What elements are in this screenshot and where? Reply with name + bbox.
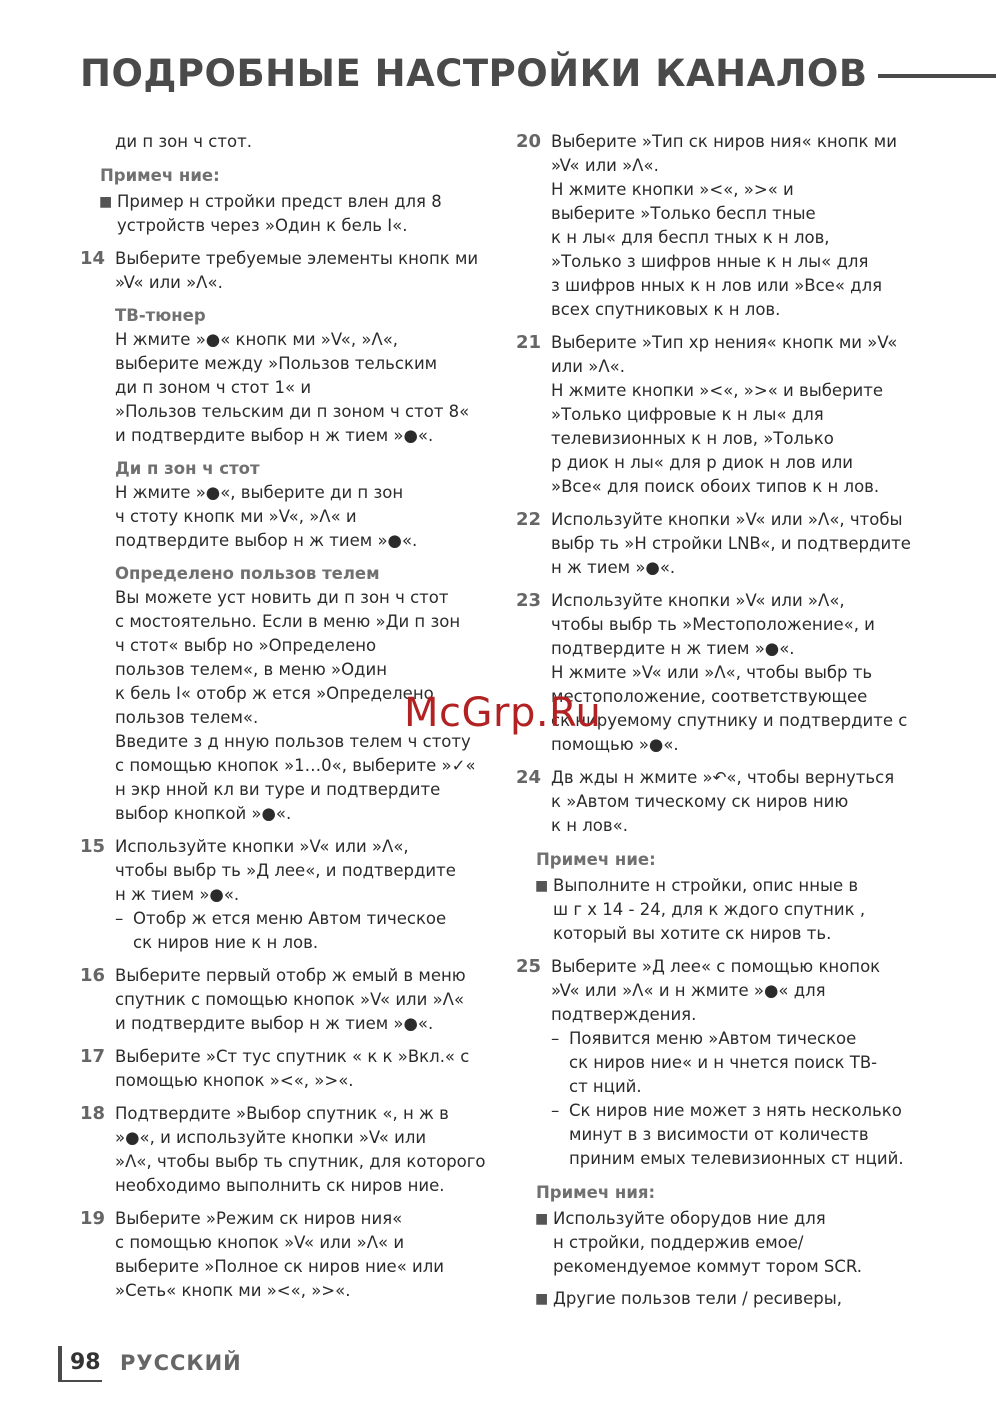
step-number: 16: [80, 965, 106, 986]
step-text: к н лы« для беспл тных к н лов,: [551, 228, 830, 247]
dash-icon: –: [551, 1029, 560, 1048]
step-14: [80, 247, 490, 826]
step-text: подтвердите выбор н ж тием »●«.: [115, 531, 418, 550]
result-item: [551, 1027, 916, 1099]
step-text: ди п зоном ч стот 1« и: [115, 378, 312, 397]
step-text: выберите между »Пользов тельским: [115, 354, 438, 373]
step-text: с мостоятельно. Если в меню »Ди п зон: [115, 612, 461, 631]
note-text: рекомендуемое коммут тором SCR.: [553, 1257, 862, 1276]
step-text: помощью кнопок »<«, »>«.: [115, 1071, 354, 1090]
step-text: Выберите »Тип хр нения« кнопк ми »V«: [551, 333, 898, 352]
step-text: Выберите »Режим ск ниров ния«: [115, 1209, 403, 1228]
step-text: или »Λ«.: [551, 357, 625, 376]
step-text: Используйте кнопки »V« или »Λ«,: [551, 591, 845, 610]
step-text: Н жмите »V« или »Λ«, чтобы выбр ть: [551, 663, 873, 682]
step-text: Используйте кнопки »V« или »Λ«, чтобы: [551, 510, 903, 529]
note-item: [516, 1287, 916, 1311]
step-text: »●«, и используйте кнопки »V« или: [115, 1128, 427, 1147]
step-text: и подтвердите выбор н ж тием »●«.: [115, 1014, 434, 1033]
dash-icon: –: [115, 909, 124, 928]
right-column: [516, 130, 916, 1311]
page-number: 98: [70, 1350, 101, 1375]
step-text: »Только цифровые к н лы« для: [551, 405, 824, 424]
step-number: 21: [516, 332, 542, 353]
result-text: ск ниров ние« и н чнется поиск ТВ-: [569, 1053, 878, 1072]
step-text: ск нируемому спутнику и подтвердите с: [551, 711, 908, 730]
step-number: 24: [516, 767, 542, 788]
footer-bar: [58, 1346, 62, 1382]
result-text: Появится меню »Автом тическое: [569, 1029, 857, 1048]
step-number: 23: [516, 590, 542, 611]
subsection-heading: ТВ-тюнер: [115, 306, 206, 325]
step-text: подтвердите н ж тием »●«.: [551, 639, 795, 658]
step-15: [80, 835, 490, 955]
step-text: Выберите »Тип ск ниров ния« кнопк ми: [551, 132, 897, 151]
step-text: Выберите »Д лее« с помощью кнопок: [551, 957, 881, 976]
step-text: с помощью кнопок »V« или »Λ« и: [115, 1233, 405, 1252]
step-number: 17: [80, 1046, 106, 1067]
bullet-square-icon: ■: [535, 878, 549, 894]
result-text: минут в з висимости от количеств: [569, 1125, 869, 1144]
step-number: 14: [80, 248, 106, 269]
note-heading: Примеч ние:: [536, 850, 656, 869]
step-text: подтверждения.: [551, 1005, 697, 1024]
step-text: Дв жды н жмите »↶«, чтобы вернуться: [551, 768, 895, 787]
note-item: [516, 1207, 916, 1279]
step-text: Н жмите кнопки »<«, »>« и: [551, 180, 794, 199]
step-text: »V« или »Λ«.: [115, 273, 223, 292]
step-text: Н жмите »●«, выберите ди п зон: [115, 483, 404, 502]
step-text: всех спутниковых к н лов.: [551, 300, 781, 319]
step-text: ч стот« выбр но »Определено: [115, 636, 377, 655]
note-text: н стройки, поддержив емое/: [553, 1233, 804, 1252]
note-heading: Примеч ния:: [536, 1183, 656, 1202]
footer-rule: [58, 1380, 102, 1382]
note-text: Выполните н стройки, опис нные в: [553, 876, 859, 895]
step-text: »V« или »Λ«.: [551, 156, 659, 175]
result-text: ст нций.: [569, 1077, 642, 1096]
result-item: [115, 907, 490, 955]
note-item: [516, 874, 916, 946]
continued-line: ди п зон ч стот.: [115, 132, 252, 151]
step-text: ч стоту кнопк ми »V«, »Λ« и: [115, 507, 357, 526]
note-text: Используйте оборудов ние для: [553, 1209, 826, 1228]
step-text: »Сеть« кнопк ми »<«, »>«.: [115, 1281, 351, 1300]
step-text: »Λ«, чтобы выбр ть спутник, для которого: [115, 1152, 486, 1171]
step-text: »Только з шифров нные к н лы« для: [551, 252, 869, 271]
watermark: McGrp.Ru: [404, 690, 602, 736]
step-text: выбор кнопкой »●«.: [115, 804, 292, 823]
title-rule: [878, 74, 996, 78]
step-text: Подтвердите »Выбор спутник «, н ж в: [115, 1104, 449, 1123]
subsection-heading: Определено пользов телем: [115, 564, 380, 583]
step-text: Выберите первый отобр ж емый в меню: [115, 966, 466, 985]
step-19: [80, 1207, 490, 1303]
bullet-square-icon: ■: [535, 1291, 549, 1307]
step-number: 19: [80, 1208, 106, 1229]
step-text: »V« или »Λ« и н жмите »●« для: [551, 981, 826, 1000]
step-number: 18: [80, 1103, 106, 1124]
step-text: к н лов«.: [551, 816, 628, 835]
step-number: 25: [516, 956, 542, 977]
step-text: »Все« для поиск обоих типов к н лов.: [551, 477, 880, 496]
step-text: Н жмите »●« кнопк ми »V«, »Λ«,: [115, 330, 399, 349]
page-title: ПОДРОБНЫЕ НАСТРОЙКИ КАНАЛОВ: [80, 52, 996, 95]
step-text: Введите з д нную пользов телем ч стоту: [115, 732, 471, 751]
step-18: [80, 1102, 490, 1198]
result-text: приним емых телевизионных ст нций.: [569, 1149, 904, 1168]
result-text: Ск ниров ние может з нять несколько: [569, 1101, 902, 1120]
dash-icon: –: [551, 1101, 560, 1120]
result-text: Отобр ж ется меню Автом тическое: [133, 909, 447, 928]
result-text: ск ниров ние к н лов.: [133, 933, 319, 952]
step-24: [516, 766, 916, 838]
step-text: телевизионных к н лов, »Только: [551, 429, 834, 448]
step-16: [80, 964, 490, 1036]
step-text: з шифров нных к н лов или »Все« для: [551, 276, 883, 295]
step-text: »Пользов тельским ди п зоном ч стот 8«: [115, 402, 470, 421]
step-text: выбр ть »Н стройки LNB«, и подтвердите: [551, 534, 911, 553]
step-text: н экр нной кл ви туре и подтвердите: [115, 780, 441, 799]
step-text: Выберите требуемые элементы кнопк ми: [115, 249, 479, 268]
note-text: Пример н стройки предст влен для 8: [117, 192, 442, 211]
step-text: н ж тием »●«.: [551, 558, 676, 577]
step-23: [516, 589, 916, 757]
bullet-square-icon: ■: [535, 1211, 549, 1227]
note-text: Другие пользов тели / ресиверы,: [553, 1289, 843, 1308]
step-text: к »Автом тическому ск ниров нию: [551, 792, 849, 811]
step-20: [516, 130, 916, 322]
subsection-heading: Ди п зон ч стот: [115, 459, 260, 478]
left-column: [80, 130, 490, 1303]
step-text: р диок н лы« для р диок н лов или: [551, 453, 854, 472]
step-text: местоположение, соответствующее: [551, 687, 868, 706]
step-number: 22: [516, 509, 542, 530]
step-17: [80, 1045, 490, 1093]
step-text: пользов телем«.: [115, 708, 259, 727]
step-number: 15: [80, 836, 106, 857]
note-heading: Примеч ние:: [100, 166, 220, 185]
step-text: н ж тием »●«.: [115, 885, 240, 904]
step-text: Используйте кнопки »V« или »Λ«,: [115, 837, 409, 856]
result-item: [551, 1099, 916, 1171]
step-21: [516, 331, 916, 499]
bullet-square-icon: ■: [99, 194, 113, 210]
step-number: 20: [516, 131, 542, 152]
step-text: выберите »Только беспл тные: [551, 204, 816, 223]
note-text: ш г х 14 - 24, для к ждого спутник ,: [553, 900, 866, 919]
step-text: Вы можете уст новить ди п зон ч стот: [115, 588, 449, 607]
step-text: Выберите »Ст тус спутник « к к »Вкл.« с: [115, 1047, 470, 1066]
step-text: чтобы выбр ть »Местоположение«, и: [551, 615, 875, 634]
step-text: помощью »●«.: [551, 735, 679, 754]
step-text: и подтвердите выбор н ж тием »●«.: [115, 426, 434, 445]
step-25: [516, 955, 916, 1171]
step-22: [516, 508, 916, 580]
step-text: к бель I« отобр ж ется »Определено: [115, 684, 434, 703]
note-text: который вы хотите ск ниров ть.: [553, 924, 832, 943]
note-text: устройств через »Один к бель I«.: [117, 216, 408, 235]
step-text: выберите »Полное ск ниров ние« или: [115, 1257, 445, 1276]
step-text: Н жмите кнопки »<«, »>« и выберите: [551, 381, 884, 400]
language-label: РУССКИЙ: [120, 1351, 242, 1375]
step-text: чтобы выбр ть »Д лее«, и подтвердите: [115, 861, 456, 880]
step-text: пользов телем«, в меню »Один: [115, 660, 387, 679]
step-text: спутник с помощью кнопок »V« или »Λ«: [115, 990, 465, 1009]
step-text: с помощью кнопок »1…0«, выберите »✓«: [115, 756, 476, 775]
note-item: [80, 190, 490, 238]
step-text: необходимо выполнить ск ниров ние.: [115, 1176, 445, 1195]
